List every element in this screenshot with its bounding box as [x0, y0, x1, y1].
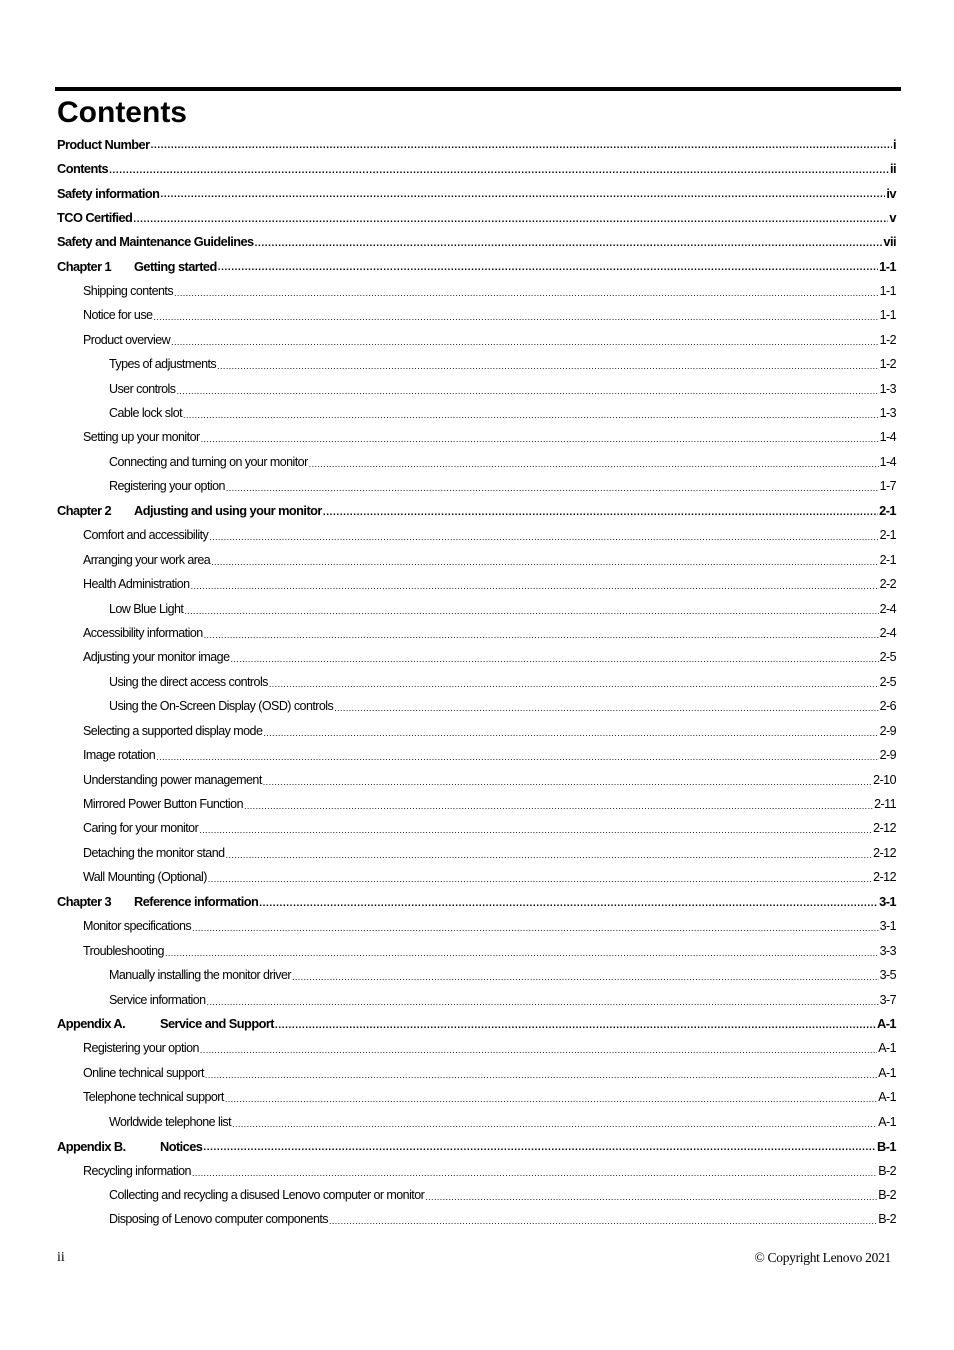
- toc-entry-page: 2-10: [873, 772, 896, 787]
- toc-entry-page: 2-12: [873, 845, 896, 860]
- dot-leader: [209, 528, 878, 542]
- dot-leader: [329, 1212, 877, 1226]
- toc-entry-page: 1-1: [879, 283, 896, 298]
- toc-entry-title: [109, 675, 268, 689]
- toc-entry[interactable]: [57, 230, 896, 254]
- toc-entry-page: 1-4: [879, 430, 896, 445]
- toc-entry[interactable]: [57, 1085, 896, 1109]
- dot-leader: [230, 650, 878, 664]
- dot-leader: [225, 1090, 877, 1104]
- page-title: Contents: [57, 96, 187, 129]
- dot-leader: [109, 162, 889, 176]
- toc-entry-page: 2-12: [873, 821, 896, 836]
- dot-leader: [275, 1017, 876, 1031]
- toc-entry[interactable]: [57, 254, 896, 278]
- toc-entry[interactable]: [57, 205, 896, 229]
- toc-entry-page: A-1: [878, 1114, 896, 1129]
- toc-entry-page: A-1: [877, 1016, 896, 1032]
- toc-entry-page: i: [892, 136, 896, 152]
- toc-entry-label: Detaching the monitor stand: [83, 845, 225, 860]
- toc-entry[interactable]: [57, 719, 896, 743]
- toc-entry-label: Worldwide telephone list: [109, 1114, 232, 1129]
- toc-entry[interactable]: [57, 1012, 896, 1036]
- toc-entry-title: [57, 1139, 202, 1154]
- toc-entry[interactable]: [57, 670, 896, 694]
- toc-entry-title: [83, 650, 229, 664]
- toc-entry-label: Registering your option: [83, 1041, 199, 1056]
- toc-entry[interactable]: [57, 1158, 896, 1182]
- dot-leader: [207, 993, 879, 1007]
- toc-entry-page: 2-9: [879, 748, 896, 763]
- toc-entry-title: [109, 382, 175, 396]
- toc-entry-label: TCO Certified: [57, 210, 133, 226]
- dot-leader: [255, 235, 883, 249]
- toc-entry-page: 3-1: [879, 919, 896, 934]
- toc-entry-title: [57, 894, 258, 909]
- toc-entry-title: [109, 699, 333, 713]
- top-rule: [55, 87, 901, 91]
- dot-leader: [200, 1041, 877, 1055]
- toc-entry[interactable]: [57, 328, 896, 352]
- toc-entry-label: Service and Support: [160, 1016, 274, 1032]
- toc-entry-number: Chapter 3: [57, 894, 112, 910]
- toc-entry-label: Online technical support: [83, 1065, 204, 1080]
- dot-leader: [263, 724, 878, 738]
- toc-entry-page: B-2: [878, 1163, 896, 1178]
- dot-leader: [171, 333, 879, 347]
- toc-entry[interactable]: [57, 621, 896, 645]
- dot-leader: [425, 1188, 877, 1202]
- toc-entry[interactable]: [57, 1183, 896, 1207]
- dot-leader: [165, 944, 879, 958]
- toc-entry-label: Safety information: [57, 185, 160, 201]
- toc-entry[interactable]: [57, 499, 896, 523]
- dot-leader: [133, 211, 888, 225]
- toc-entry-label: Image rotation: [83, 748, 156, 763]
- table-of-contents: [57, 132, 896, 1232]
- toc-entry-title: [109, 1212, 328, 1226]
- toc-entry-title: [83, 1066, 204, 1080]
- dot-leader: [199, 821, 872, 835]
- toc-entry-label: Comfort and accessibility: [83, 528, 209, 543]
- toc-entry-title: [109, 479, 225, 493]
- toc-entry[interactable]: [57, 547, 896, 571]
- toc-entry-title: [83, 773, 262, 787]
- dot-leader: [205, 1066, 877, 1080]
- toc-entry[interactable]: [57, 890, 896, 914]
- toc-entry-title: [83, 724, 262, 738]
- toc-entry-title: [83, 1090, 224, 1104]
- dot-leader: [203, 1139, 876, 1153]
- toc-entry-page: 2-6: [879, 699, 896, 714]
- toc-entry-title: [83, 308, 152, 322]
- toc-entry-page: 2-4: [879, 601, 896, 616]
- toc-entry-title: [109, 993, 206, 1007]
- dot-leader: [192, 919, 878, 933]
- toc-entry-label: Safety and Maintenance Guidelines: [57, 234, 254, 250]
- toc-entry-page: 1-3: [879, 381, 896, 396]
- toc-entry-title: [57, 234, 254, 249]
- toc-entry-page: 2-1: [879, 503, 896, 519]
- toc-entry-label: Caring for your monitor: [83, 821, 199, 836]
- toc-entry[interactable]: [57, 132, 896, 156]
- toc-entry-page: 1-1: [879, 308, 896, 323]
- toc-entry[interactable]: [57, 963, 896, 987]
- dot-leader: [156, 748, 878, 762]
- toc-entry-label: Product Number: [57, 136, 150, 152]
- toc-entry-title: [83, 797, 243, 811]
- toc-entry-label: Using the direct access controls: [109, 674, 268, 689]
- dot-leader: [263, 773, 872, 787]
- toc-entry-label: Arranging your work area: [83, 552, 211, 567]
- toc-entry-page: 2-2: [879, 577, 896, 592]
- toc-entry-title: [109, 406, 182, 420]
- toc-entry[interactable]: [57, 841, 896, 865]
- toc-entry[interactable]: [57, 694, 896, 718]
- dot-leader: [217, 357, 878, 371]
- toc-entry-label: Recycling information: [83, 1163, 191, 1178]
- toc-entry-page: 1-2: [879, 357, 896, 372]
- toc-entry-page: vii: [883, 234, 896, 250]
- toc-entry-label: Using the On-Screen Display (OSD) controls: [109, 699, 334, 714]
- toc-entry-page: A-1: [878, 1090, 896, 1105]
- toc-entry-page: B-1: [877, 1138, 896, 1154]
- toc-entry-label: Health Administration: [83, 577, 190, 592]
- dot-leader: [204, 626, 879, 640]
- toc-entry-title: [83, 870, 207, 884]
- toc-entry-title: [109, 968, 291, 982]
- toc-entry[interactable]: [57, 376, 896, 400]
- toc-entry-label: Accessibility information: [83, 625, 203, 640]
- toc-entry-title: [109, 1188, 424, 1202]
- dot-leader: [232, 1115, 877, 1129]
- toc-entry-label: Mirrored Power Button Function: [83, 797, 243, 812]
- toc-entry-title: [83, 284, 173, 298]
- dot-leader: [226, 479, 879, 493]
- toc-entry[interactable]: [57, 156, 896, 180]
- toc-entry-title: [57, 161, 108, 176]
- dot-leader: [226, 846, 873, 860]
- toc-entry-page: B-2: [878, 1188, 896, 1203]
- page-number: ii: [57, 1250, 65, 1265]
- toc-entry-title: [83, 430, 200, 444]
- toc-entry[interactable]: [57, 1134, 896, 1158]
- toc-entry-title: [83, 1164, 191, 1178]
- toc-entry-page: 1-4: [879, 454, 896, 469]
- dot-leader: [174, 284, 879, 298]
- toc-entry-label: Adjusting your monitor image: [83, 650, 230, 665]
- toc-entry-page: B-2: [878, 1212, 896, 1227]
- toc-entry-page: 3-3: [879, 943, 896, 958]
- toc-entry-label: Service information: [109, 992, 206, 1007]
- toc-entry-title: [109, 357, 216, 371]
- toc-entry-page: 1-2: [879, 332, 896, 347]
- dot-leader: [160, 186, 885, 200]
- toc-entry-title: [83, 1041, 199, 1055]
- toc-entry-page: 2-4: [879, 625, 896, 640]
- toc-entry-title: [57, 503, 322, 518]
- toc-entry-number: Appendix B.: [57, 1138, 126, 1154]
- toc-entry-title: [109, 455, 308, 469]
- toc-entry-page: 3-1: [879, 894, 896, 910]
- toc-entry-page: A-1: [878, 1065, 896, 1080]
- dot-leader: [218, 259, 878, 273]
- dot-leader: [259, 895, 878, 909]
- toc-entry-label: Troubleshooting: [83, 943, 164, 958]
- toc-entry[interactable]: [57, 1061, 896, 1085]
- toc-entry-title: [57, 210, 132, 225]
- dot-leader: [292, 968, 879, 982]
- toc-entry-title: [83, 626, 203, 640]
- toc-entry-label: Understanding power management: [83, 772, 262, 787]
- toc-entry[interactable]: [57, 1207, 896, 1231]
- toc-entry-label: Connecting and turning on your monitor: [109, 454, 308, 469]
- dot-leader: [201, 430, 879, 444]
- toc-entry-label: Reference information: [134, 894, 259, 910]
- toc-entry-title: [83, 944, 164, 958]
- dot-leader: [208, 870, 872, 884]
- toc-entry-label: Disposing of Lenovo computer components: [109, 1212, 328, 1227]
- toc-entry-title: [109, 602, 183, 616]
- toc-entry[interactable]: [57, 1110, 896, 1134]
- toc-entry-title: [57, 137, 150, 152]
- toc-entry-label: Product overview: [83, 332, 171, 347]
- toc-entry-label: Setting up your monitor: [83, 430, 200, 445]
- toc-entry-title: [83, 577, 190, 591]
- dot-leader: [211, 553, 878, 567]
- toc-entry-label: Getting started: [134, 258, 217, 274]
- toc-entry-number: Chapter 1: [57, 258, 112, 274]
- toc-entry-label: Cable lock slot: [109, 406, 183, 421]
- toc-entry[interactable]: [57, 743, 896, 767]
- dot-leader: [192, 1164, 877, 1178]
- toc-entry[interactable]: [57, 767, 896, 791]
- toc-entry[interactable]: [57, 279, 896, 303]
- toc-entry-page: 3-5: [879, 968, 896, 983]
- toc-entry[interactable]: [57, 645, 896, 669]
- dot-leader: [184, 602, 878, 616]
- dot-leader: [191, 577, 879, 591]
- toc-entry-title: [57, 1016, 274, 1031]
- toc-entry-label: Wall Mounting (Optional): [83, 870, 207, 885]
- toc-entry-page: 1-7: [879, 479, 896, 494]
- toc-entry-page: 2-9: [879, 723, 896, 738]
- toc-entry-label: Low Blue Light: [109, 601, 184, 616]
- toc-entry-title: [83, 846, 225, 860]
- toc-entry-label: Types of adjustments: [109, 357, 217, 372]
- toc-entry[interactable]: [57, 474, 896, 498]
- toc-entry-page: 1-3: [879, 406, 896, 421]
- toc-entry[interactable]: [57, 450, 896, 474]
- toc-entry-label: Telephone technical support: [83, 1090, 224, 1105]
- toc-entry-page: ii: [889, 161, 896, 177]
- dot-leader: [244, 797, 873, 811]
- toc-entry[interactable]: [57, 401, 896, 425]
- toc-entry[interactable]: [57, 816, 896, 840]
- toc-entry[interactable]: [57, 352, 896, 376]
- toc-entry-title: [57, 259, 217, 274]
- toc-entry-label: Notices: [160, 1138, 203, 1154]
- toc-entry[interactable]: [57, 865, 896, 889]
- toc-entry-label: User controls: [109, 381, 176, 396]
- toc-entry-page: 2-11: [874, 797, 896, 812]
- toc-entry-label: Monitor specifications: [83, 919, 192, 934]
- dot-leader: [151, 137, 892, 151]
- toc-entry[interactable]: [57, 425, 896, 449]
- toc-entry[interactable]: [57, 572, 896, 596]
- toc-entry-page: iv: [886, 185, 896, 201]
- copyright-notice: © Copyright Lenovo 2021: [754, 1250, 891, 1265]
- toc-entry-page: 2-1: [879, 528, 896, 543]
- toc-entry-title: [83, 919, 191, 933]
- toc-entry[interactable]: [57, 792, 896, 816]
- toc-entry-page: 2-12: [873, 870, 896, 885]
- toc-entry-title: [83, 553, 210, 567]
- dot-leader: [323, 504, 878, 518]
- toc-entry-title: [109, 1115, 231, 1129]
- toc-entry[interactable]: [57, 303, 896, 327]
- toc-entry[interactable]: [57, 596, 896, 620]
- toc-entry[interactable]: [57, 523, 896, 547]
- toc-entry-label: Contents: [57, 161, 109, 177]
- toc-entry-label: Selecting a supported display mode: [83, 723, 263, 738]
- toc-entry-label: Registering your option: [109, 479, 225, 494]
- toc-entry-label: Collecting and recycling a disused Lenovo computer or monitor: [109, 1188, 425, 1203]
- toc-entry-label: Notice for use: [83, 308, 153, 323]
- toc-entry-label: Adjusting and using your monitor: [134, 503, 322, 519]
- toc-entry-page: 1-1: [879, 258, 896, 274]
- toc-entry[interactable]: [57, 914, 896, 938]
- toc-entry[interactable]: [57, 987, 896, 1011]
- dot-leader: [269, 675, 879, 689]
- toc-entry[interactable]: [57, 1036, 896, 1060]
- toc-entry-label: Shipping contents: [83, 283, 174, 298]
- toc-entry-title: [57, 186, 159, 201]
- dot-leader: [334, 699, 878, 713]
- toc-entry-page: 3-7: [879, 992, 896, 1007]
- toc-entry-page: 2-5: [879, 674, 896, 689]
- toc-entry-page: v: [889, 210, 896, 226]
- toc-entry[interactable]: [57, 181, 896, 205]
- toc-entry-label: Manually installing the monitor driver: [109, 968, 291, 983]
- toc-entry-page: A-1: [878, 1041, 896, 1056]
- dot-leader: [153, 308, 878, 322]
- toc-entry-title: [83, 821, 198, 835]
- dot-leader: [183, 406, 879, 420]
- toc-entry[interactable]: [57, 938, 896, 962]
- toc-entry-page: 2-1: [879, 552, 896, 567]
- toc-entry-number: Chapter 2: [57, 503, 112, 519]
- toc-entry-title: [83, 748, 155, 762]
- toc-entry-title: [83, 528, 208, 542]
- toc-entry-number: Appendix A.: [57, 1016, 126, 1032]
- dot-leader: [309, 455, 879, 469]
- toc-entry-page: 2-5: [879, 650, 896, 665]
- toc-entry-title: [83, 333, 170, 347]
- dot-leader: [176, 382, 878, 396]
